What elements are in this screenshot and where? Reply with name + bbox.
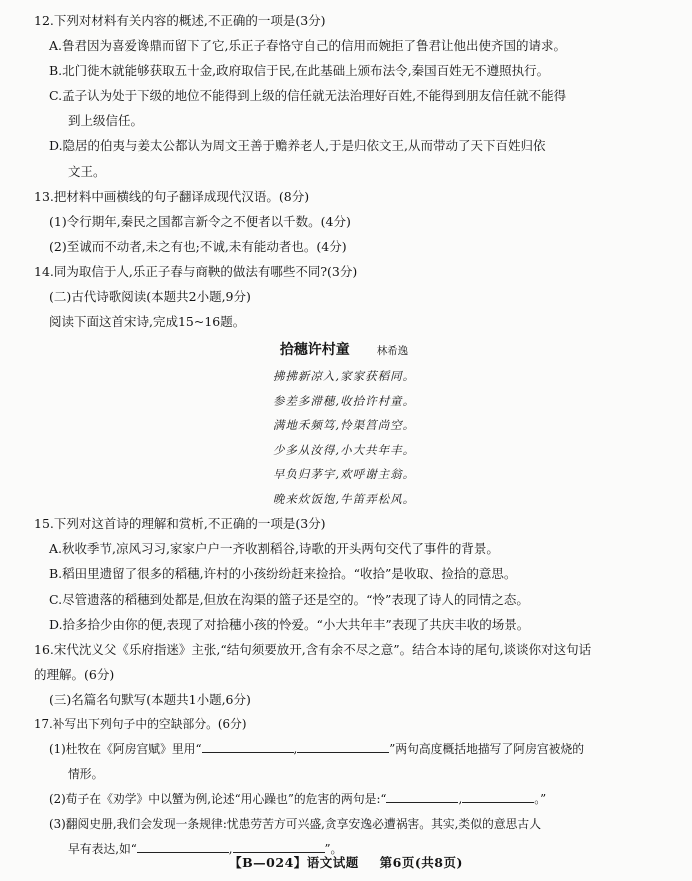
separator: , <box>228 842 233 857</box>
q17-part-2-text: (2)荀子在《劝学》中以蟹为例,论述“用心躁也”的危害的两句是:“ <box>49 792 387 807</box>
answer-blank[interactable] <box>386 789 458 803</box>
answer-blank[interactable] <box>462 789 534 803</box>
section-2-heading: (二)古代诗歌阅读(本题共2小题,9分) <box>49 289 251 305</box>
poem-line-4: 少多从汝得,小大共年丰。 <box>272 442 416 457</box>
poem-title-row <box>34 336 654 364</box>
q12-option-c-cont: 到上级信任。 <box>68 113 144 129</box>
q12-option-d: D.隐居的伯夷与姜太公都认为周文王善于赡养老人,于是归依文王,从而带动了天下百姓归依 <box>49 138 546 154</box>
q12-option-b: B.北门徙木就能够获取五十金,政府取信于民,在此基础上颁布法令,秦国百姓无不遵照执行。 <box>49 63 550 79</box>
poem-line-6: 晚来炊饭饱,牛笛弄松风。 <box>272 491 416 506</box>
poem-line-3: 满地禾频笃,怜渠筥尚空。 <box>272 418 416 433</box>
poem-line-5: 早负归茅宇,欢呼谢主翁。 <box>272 467 416 482</box>
q17-part-1 <box>34 737 654 762</box>
q16-stem: 16.宋代沈义父《乐府指迷》主张,“结句须要放开,含有余不尽之意”。结合本诗的尾句,谈谈你对这句话 <box>34 641 592 657</box>
closing-quote: ”。 <box>324 842 343 857</box>
q16-stem-cont: 的理解。(6分) <box>34 666 115 682</box>
poem-line-2: 参差多滞穗,收拾许村童。 <box>272 393 416 408</box>
answer-blank[interactable] <box>202 739 294 753</box>
q15-option-c: C.尽管遗落的稻穗到处都是,但放在沟渠的篮子还是空的。“怜”表现了诗人的同情之态。 <box>49 591 529 607</box>
separator: , <box>293 742 298 757</box>
exam-code: 【B—024】语文试题 <box>229 855 359 870</box>
q17-part-3: (3)翻阅史册,我们会发现一条规律:忧患劳苦方可兴盛,贪享安逸必遭祸害。其实,类似的意思古人 <box>49 817 542 832</box>
q13-sentence-1: (1)令行期年,秦民之国都言新令之不便者以千数。(4分) <box>49 213 351 229</box>
page-footer <box>0 853 692 871</box>
separator: , <box>458 792 463 807</box>
q17-part-1-text-tail: ”两句高度概括地描写了阿房宫被烧的 <box>389 742 585 757</box>
q12-stem: 12.下列对材料有关内容的概述,不正确的一项是(3分) <box>34 13 326 28</box>
answer-blank[interactable] <box>137 839 229 853</box>
q17-part-2 <box>34 787 654 812</box>
q13-sentence-2: (2)至诚而不动者,未之有也;不诚,未有能动者也。(4分) <box>49 238 347 254</box>
q14-stem: 14.同为取信于人,乐正子春与商鞅的做法有哪些不同?(3分) <box>34 263 358 279</box>
q17-part-3-text: 早有表达,如“ <box>68 842 137 857</box>
closing-quote: 。” <box>534 792 547 807</box>
poem-title: 拾穗许村童 <box>279 342 350 359</box>
q12-option-c: C.孟子认为处于下级的地位不能得到上级的信任就无法治理好百姓,不能得到朋友信任就不能得 <box>49 88 567 104</box>
page-number: 第6页(共8页) <box>379 855 463 870</box>
q12-option-d-cont: 文王。 <box>68 163 106 179</box>
q12-option-a: A.鲁君因为喜爱谗鼎而留下了它,乐正子春恪守自己的信用而婉拒了鲁君让他出使齐国的请求。 <box>49 38 566 54</box>
q17-stem: 17.补写出下列句子中的空缺部分。(6分) <box>34 716 247 731</box>
q15-option-a: A.秋收季节,凉风习习,家家户户一齐收割稻谷,诗歌的开头两句交代了事件的背景。 <box>49 541 499 557</box>
q15-stem: 15.下列对这首诗的理解和赏析,不正确的一项是(3分) <box>34 516 326 532</box>
q13-stem: 13.把材料中画横线的句子翻译成现代汉语。(8分) <box>34 188 310 204</box>
q17-part-1-cont: 情形。 <box>68 767 104 782</box>
section-2-intro: 阅读下面这首宋诗,完成15~16题。 <box>49 314 246 330</box>
poem-author: 林希逸 <box>376 345 409 358</box>
answer-blank[interactable] <box>233 839 325 853</box>
q15-option-d: D.拾多拾少由你的便,表现了对拾穗小孩的怜爱。“小大共年丰”表现了共庆丰收的场景。 <box>49 616 530 632</box>
q15-option-b: B.稻田里遗留了很多的稻穗,许村的小孩纷纷赶来捡拾。“收拾”是收取、捡拾的意思。 <box>49 566 517 582</box>
q17-part-1-text: (1)杜牧在《阿房宫赋》里用“ <box>49 742 202 757</box>
poem-line-1: 拂拂新凉入,家家获稻同。 <box>272 369 416 384</box>
q17-block <box>34 712 654 863</box>
section-3-heading: (三)名篇名句默写(本题共1小题,6分) <box>49 691 251 707</box>
answer-blank[interactable] <box>297 739 389 753</box>
